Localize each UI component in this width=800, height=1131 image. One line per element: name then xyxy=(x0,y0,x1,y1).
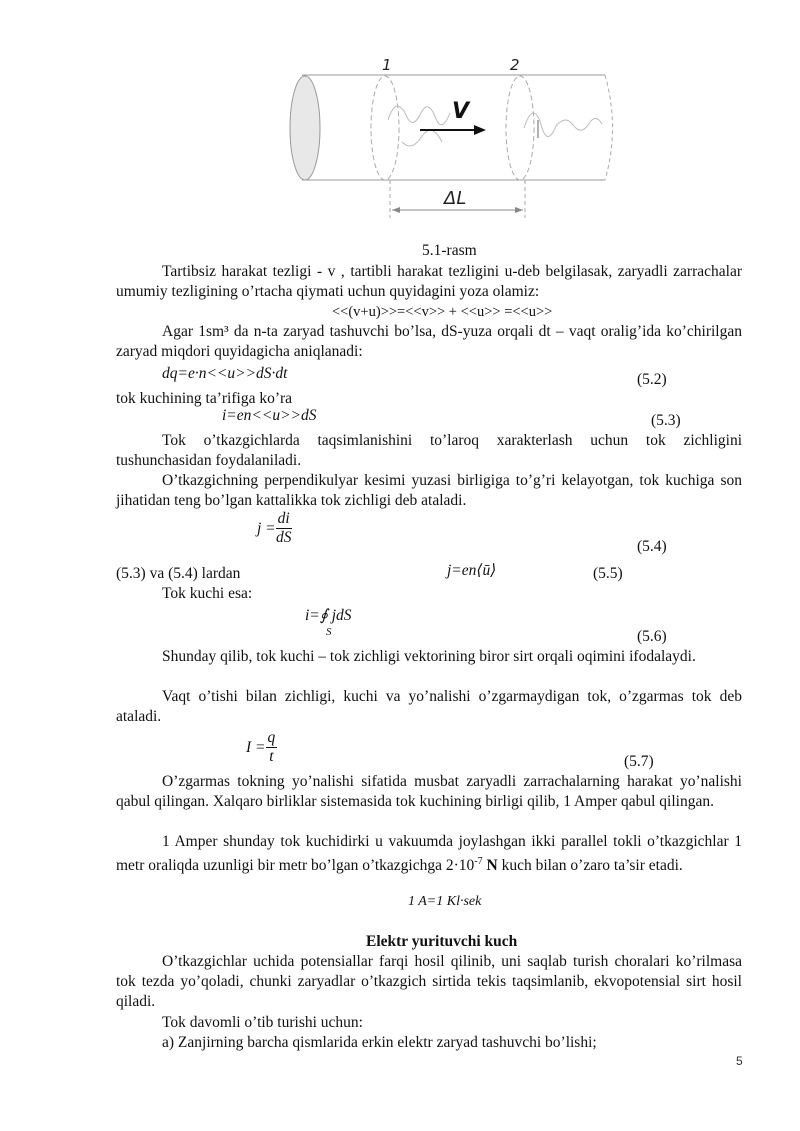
paragraph-density-def: O’tkazgichning perpendikulyar kesimi yuzasi birligiga to’g’ri kelayotgan, tok kuchiga son jihatidan teng bo’lgan kattalikka tok zichligi deb ataladi. xyxy=(116,472,742,509)
equation-5-6-subscript: S xyxy=(326,626,332,638)
paragraph-density-intro: Tok o’tkazgichlarda taqsimlanishini to’laroq xarakterlash uchun tok zichligini tushunchasidan foydalaniladi. xyxy=(116,432,742,469)
equation-5-5-number: (5.5) xyxy=(593,565,623,582)
equation-5-7 xyxy=(246,729,277,766)
equation-5-6-number: (5.6) xyxy=(637,628,667,645)
paragraph-conditions: Tok davomli o’tib turishi uchun: xyxy=(162,1014,363,1031)
equation-5-7-fraction xyxy=(266,729,278,766)
paragraph-flux: Shunday qilib, tok kuchi – tok zichligi vektorining biror sirt orqali oqimini ifodalaydi. xyxy=(162,648,696,665)
paragraph-ampere-exponent: -7 xyxy=(474,856,483,867)
equation-5-4-lhs: j = xyxy=(257,519,276,537)
page-number: 5 xyxy=(736,1054,743,1068)
equation-5-2-number: (5.2) xyxy=(637,371,667,388)
equation-5-6: i=∮ jdS xyxy=(305,607,352,624)
equation-ampere: 1 A=1 Kl·sek xyxy=(408,894,482,909)
figure-label-v: V xyxy=(452,99,470,124)
paragraph-potential: O’tkazgichlar uchida potensiallar farqi hosil qilinib, uni saqlab turish choralari ko’rilmasa tok tezda yo’qoladi, chunki zaryadlar o’tkazgich sirtida tekis taqsimlanib, ekvopotensial sirt hosil qiladi. xyxy=(116,953,742,1010)
equation-5-4-number: (5.4) xyxy=(637,538,667,555)
equation-5-4-fraction xyxy=(276,510,292,547)
equation-5-7-top: q xyxy=(267,729,276,746)
paragraph-charge: Agar 1sm³ da n-ta zaryad tashuvchi bo’lsa, dS-yuza orqali dt – vaqt oralig’ida ko’chirilgan zaryad miqdori quyidagicha aniqlanadi: xyxy=(116,323,742,360)
equation-average: <<(v+u)>>=<<v>> + <<u>> =<<u>> xyxy=(332,304,553,320)
equation-5-7-bottom: t xyxy=(269,748,274,765)
equation-5-3: i=en<<u>>dS xyxy=(222,407,317,424)
paragraph-direction: O’zgarmas tokning yo’nalishi sifatida musbat zaryadli zarrachalarning harakat yo’nalishi qabul qilingan. Xalqaro birliklar sistemasida tok kuchining birligi qilib, 1 Amper qabul qilingan. xyxy=(116,773,742,810)
paragraph-definition: tok kuchining ta’rifiga ko’ra xyxy=(116,390,293,407)
equation-5-4-top: di xyxy=(277,510,290,527)
equation-5-2: dq=e·n<<u>>dS·dt xyxy=(162,365,288,382)
paragraph-ampere-tail: kuch bilan o’zaro ta’sir etadi. xyxy=(501,857,683,875)
paragraph-current: Tok kuchi esa: xyxy=(162,585,253,602)
paragraph-speed: Tartibsiz harakat tezligi - v , tartibli harakat tezligini u-deb belgilasak, zaryadli zarrachalar umumiy tezligining o’rtacha qiymati uchun quyidagini yoza olamiz: xyxy=(116,263,742,300)
paragraph-dc: Vaqt o’tishi bilan zichligi, kuchi va yo’nalishi o’zgarmaydigan tok, o’zgarmas tok deb ataladi. xyxy=(116,688,742,725)
section-heading: Elektr yurituvchi kuch xyxy=(366,933,518,950)
paragraph-ampere-text: 1 Amper shunday tok kuchidirki u vakuumda joylashgan ikki parallel tokli o’tkazgichlar 1 metr oraliqda uzunligi bir metr bo’lgan o’tkazgichga 2·10 xyxy=(116,833,742,875)
paragraph-from: (5.3) va (5.4) lardan xyxy=(116,565,241,582)
equation-5-4 xyxy=(257,510,292,547)
equation-5-5: j=en⟨ū⟩ xyxy=(447,562,497,579)
paragraph-condition-a: a) Zanjirning barcha qismlarida erkin elektr zaryad tashuvchi bo’lishi; xyxy=(162,1034,597,1051)
figure-label-1: 1 xyxy=(382,56,392,74)
figure-label-delta-l: ΔL xyxy=(444,188,467,209)
paragraph-ampere xyxy=(116,832,742,876)
equation-5-3-number: (5.3) xyxy=(651,412,681,429)
figure-label-2: 2 xyxy=(510,56,520,74)
conductor-figure xyxy=(280,50,620,225)
equation-5-4-bottom: dS xyxy=(275,529,292,546)
figure-caption: 5.1-rasm xyxy=(422,242,477,259)
equation-5-7-lhs: I = xyxy=(246,738,266,756)
paragraph-ampere-unit: N xyxy=(486,857,498,875)
equation-5-7-number: (5.7) xyxy=(624,753,654,770)
